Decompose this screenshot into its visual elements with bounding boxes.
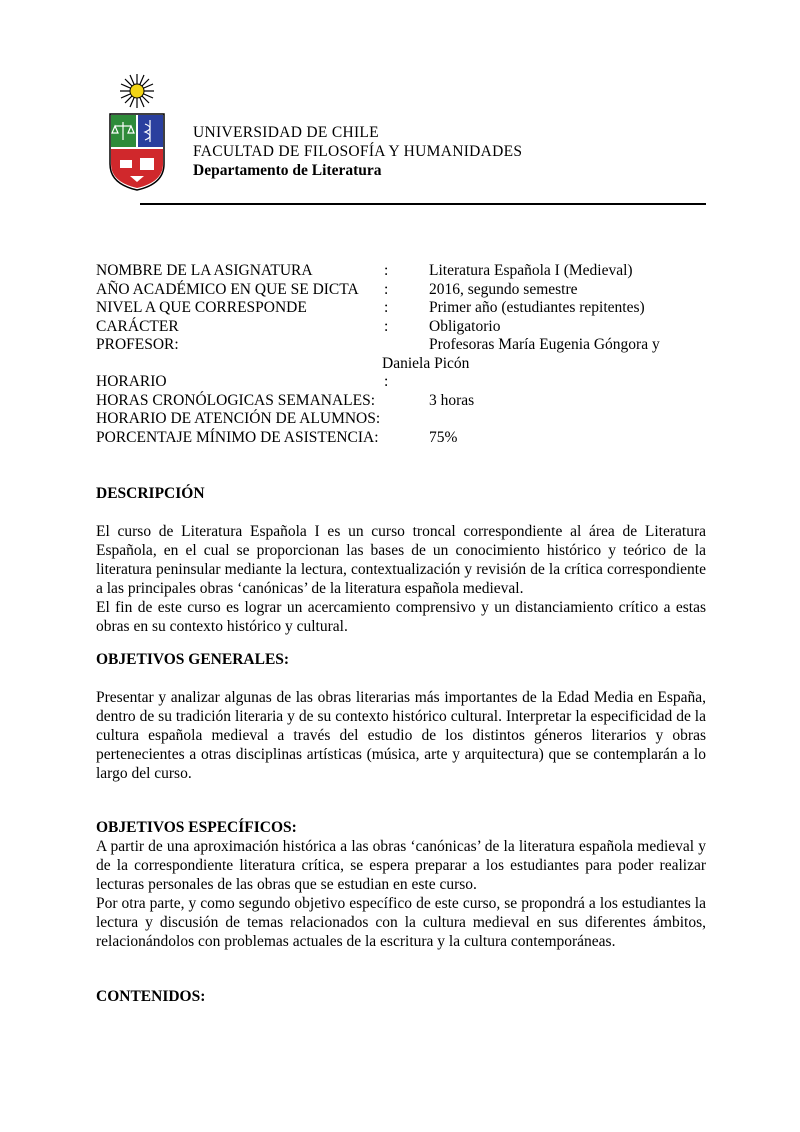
course-label: NOMBRE DE LA ASIGNATURA [96,262,313,279]
department-name: Departamento de Literatura [193,162,382,179]
general-objectives-paragraph: Presentar y analizar algunas de las obras literarias más importantes de la Edad Media en España, dentro de su tradición literaria y de su contexto histórico cultural. Interpretar la especificidad de la cultura española medieval a través del estudio de los distintos géneros literarios y obras pertenecientes a otras disciplinas artísticas (música, arte y arquitectura) que se contemplarán a lo largo del curso. [96,689,706,782]
specific-objectives-paragraph-1: A partir de una aproximación histórica a las obras ‘canónicas’ de la literatura española medieval y de la correspondiente literatura crítica, se espera preparar a los estudiantes para poder realizar lecturas personales de las obras que se estudian en este curso. [96,838,706,893]
description-paragraph-2: El fin de este curso es lograr un acercamiento comprensivo y un distanciamiento crítico a estas obras en su contexto histórico y cultural. [96,599,706,635]
general-objectives-section [96,650,706,783]
course-value: Literatura Española I (Medieval) [429,262,633,279]
year-value: 2016, segundo semestre [429,280,578,298]
faculty-name: FACULTAD DE FILOSOFÍA Y HUMANIDADES [193,143,523,160]
schedule-label: HORARIO [96,373,167,390]
colon: : [384,317,389,335]
colon: : [384,280,389,298]
description-section [96,484,706,636]
level-label: NIVEL A QUE CORRESPONDE [96,299,307,316]
attendance-value: 75% [429,428,458,446]
specific-objectives-heading: OBJETIVOS ESPECÍFICOS: [96,819,297,836]
specific-objectives-paragraph-2: Por otra parte, y como segundo objetivo específico de este curso, se propondrá a los estudiantes la lectura y discusión de temas relacionados con la cultura medieval en sus diferentes ámbitos, relacionándolos con problemas actuales de la escritura y la cultura contemporáneas. [96,895,706,950]
specific-objectives-section [96,818,706,951]
description-paragraph-1: El curso de Literatura Española I es un curso troncal correspondiente al área de Literatura Española, en el cual se proporcionan las bases de un conocimiento histórico y teórico de la literatura peninsular mediante la lectura, contextualización y revisión de la crítica correspondiente a las principales obras ‘canónicas’ de la literatura española medieval. [96,523,706,597]
colon: : [384,373,389,390]
hours-value: 3 horas [429,391,475,409]
colon: : [384,262,389,279]
hours-label: HORAS CRONÓLOGICAS SEMANALES: [96,391,376,409]
contents-section [96,987,706,1006]
character-value: Obligatorio [429,317,501,335]
header-divider [140,203,706,205]
year-label: AÑO ACADÉMICO EN QUE SE DICTA [96,280,359,298]
contents-heading: CONTENIDOS: [96,988,206,1005]
level-value: Primer año (estudiantes repitentes) [429,299,645,316]
description-heading: DESCRIPCIÓN [96,485,205,502]
university-crest-icon [106,72,168,192]
character-label: CARÁCTER [96,317,179,335]
colon: : [384,299,389,316]
attention-label: HORARIO DE ATENCIÓN DE ALUMNOS: [96,410,381,427]
general-objectives-heading: OBJETIVOS GENERALES: [96,651,290,668]
professor-value-line1: Profesoras María Eugenia Góngora y [429,336,660,353]
university-name: UNIVERSIDAD DE CHILE [193,124,379,141]
attendance-label: PORCENTAJE MÍNIMO DE ASISTENCIA: [96,428,379,446]
institution-header [193,123,522,180]
professor-label: PROFESOR: [96,336,179,353]
professor-value-line2: Daniela Picón [382,354,470,372]
